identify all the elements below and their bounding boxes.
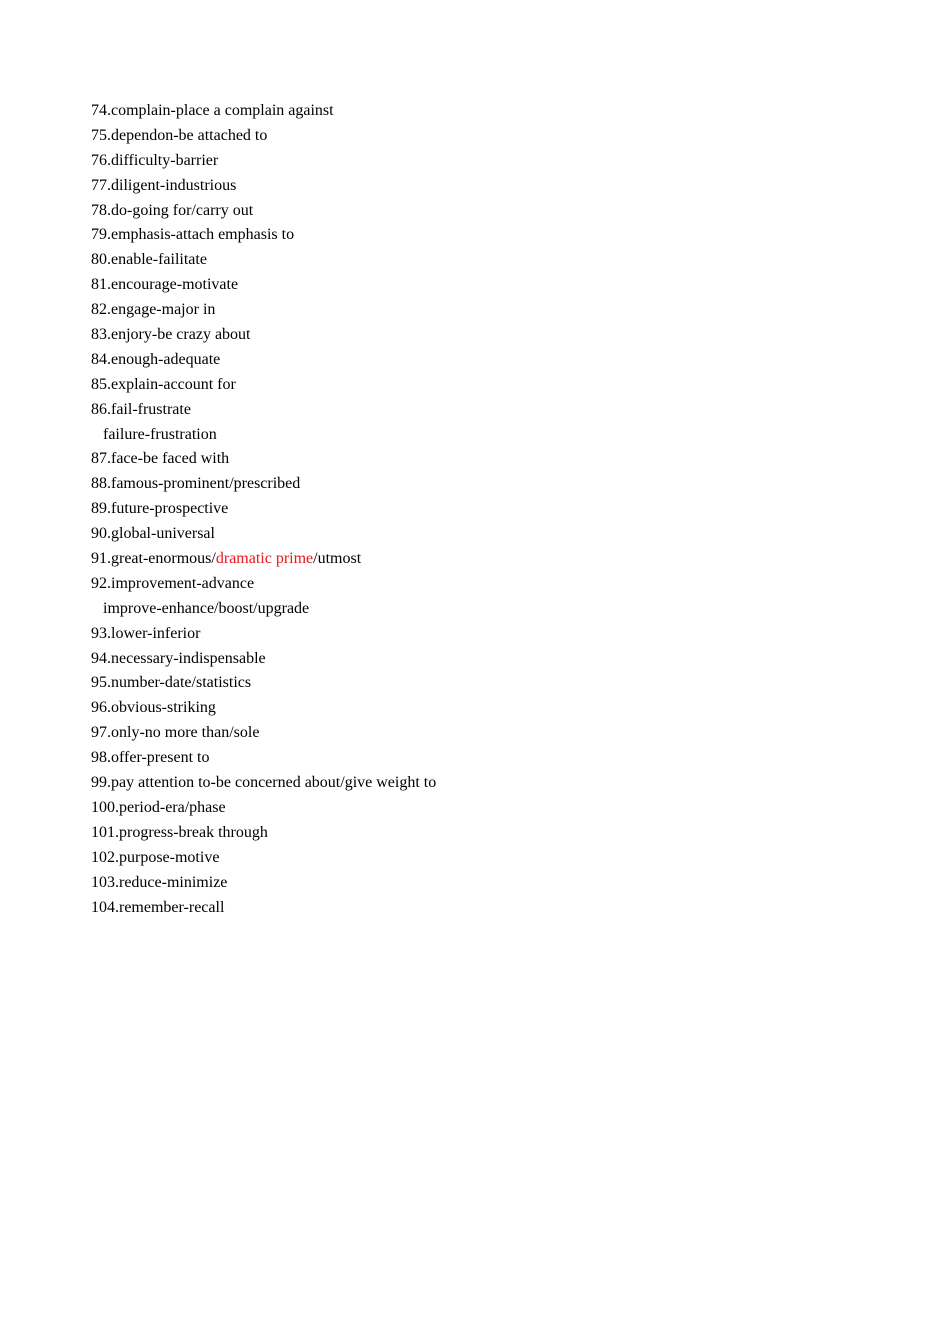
vocab-line-77: 77.diligent-industrious	[91, 176, 237, 194]
vocab-line-99: 99.pay attention to-be concerned about/give weight to	[91, 774, 437, 792]
vocab-line-92: 92.improvement-advance	[91, 574, 255, 592]
vocab-line-96: 96.obvious-striking	[91, 699, 216, 717]
vocab-line-101: 101.progress-break through	[91, 823, 268, 841]
vocab-line-82: 82.engage-major in	[91, 301, 216, 319]
vocab-line-98: 98.offer-present to	[91, 749, 210, 767]
vocab-line-104: 104.remember-recall	[91, 898, 225, 916]
vocab-line-75: 75.dependon-be attached to	[91, 126, 268, 144]
vocab-line-86: 86.fail-frustrate	[91, 400, 191, 418]
vocab-line-90: 90.global-universal	[91, 525, 215, 543]
vocab-subline-92: improve-enhance/boost/upgrade	[103, 599, 310, 617]
vocab-line-81: 81.encourage-motivate	[91, 276, 239, 294]
vocab-line-84: 84.enough-adequate	[91, 350, 221, 368]
vocab-subline-86: failure-frustration	[103, 425, 217, 443]
vocab-line-91	[91, 547, 891, 572]
vocab-line-89: 89.future-prospective	[91, 500, 229, 518]
vocab-line-94: 94.necessary-indispensable	[91, 649, 266, 667]
vocab-line-80: 80.enable-failitate	[91, 251, 207, 269]
vocab-line-103: 103.reduce-minimize	[91, 873, 228, 891]
vocab-line-91-highlight: dramatic prime	[215, 550, 314, 568]
vocab-line-85: 85.explain-account for	[91, 375, 236, 393]
vocab-line-76: 76.difficulty-barrier	[91, 151, 219, 169]
vocab-line-87: 87.face-be faced with	[91, 450, 230, 468]
vocab-line-97: 97.only-no more than/sole	[91, 724, 260, 742]
vocab-line-74: 74.complain-place a complain against	[91, 102, 334, 119]
vocab-line-88: 88.famous-prominent/prescribed	[91, 475, 301, 493]
vocab-line-83: 83.enjory-be crazy about	[91, 326, 251, 344]
vocab-line-79: 79.emphasis-attach emphasis to	[91, 226, 295, 244]
vocab-line-91-after: /utmost	[313, 550, 362, 568]
vocab-line-91-before: 91.great-enormous/	[91, 550, 216, 568]
vocab-line-95: 95.number-date/statistics	[91, 674, 252, 692]
document-page	[91, 99, 891, 920]
vocab-line-102: 102.purpose-motive	[91, 848, 220, 866]
vocab-line-100: 100.period-era/phase	[91, 798, 226, 816]
vocab-line-93: 93.lower-inferior	[91, 624, 201, 642]
vocab-line-78: 78.do-going for/carry out	[91, 201, 254, 219]
